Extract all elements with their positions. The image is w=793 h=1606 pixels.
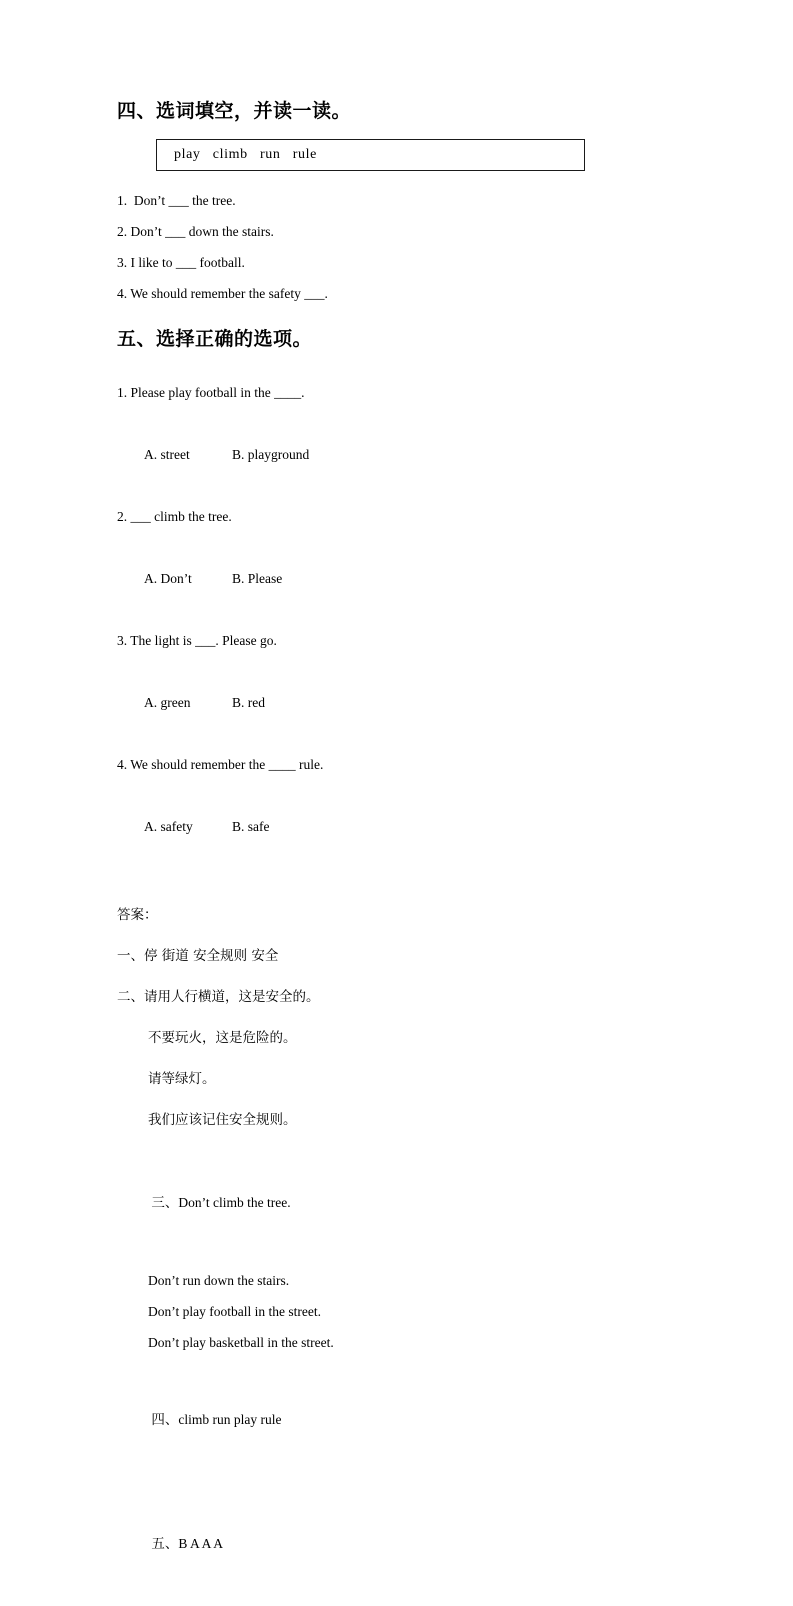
section-four-questions	[117, 185, 677, 309]
choice-3-option-b[interactable]: B. red	[232, 695, 265, 710]
choice-4-option-b[interactable]: B. safe	[232, 819, 270, 834]
choice-options-3	[117, 656, 677, 749]
fill-question-3: 3. I like to ___ football.	[117, 255, 245, 270]
answer-three-line-2: Don’t run down the stairs.	[148, 1273, 290, 1288]
answer-four	[117, 1358, 677, 1482]
answer-three	[117, 1141, 677, 1265]
word-bank-words: play climb run rule	[174, 147, 317, 162]
choice-question-3: 3. The light is ___. Please go.	[117, 633, 277, 648]
answer-three-first-sentence: Don’t climb the tree.	[178, 1195, 291, 1210]
choice-question-2: 2. ___ climb the tree.	[117, 509, 232, 524]
choice-4-option-a[interactable]: A. safety	[144, 819, 193, 834]
choice-question-4: 4. We should remember the ____ rule.	[117, 757, 324, 772]
choice-options-1	[117, 408, 677, 501]
answer-two-line-3: 我们应该记住安全规则。	[148, 1112, 297, 1128]
answer-five-marker: 五、	[151, 1536, 179, 1552]
word-bank-box	[156, 139, 585, 171]
choice-3-option-a[interactable]: A. green	[144, 695, 191, 710]
choice-question-1: 1. Please play football in the ____.	[117, 385, 305, 400]
section-five-questions	[117, 377, 677, 873]
answer-four-text: climb run play rule	[178, 1412, 282, 1427]
fill-question-1: 1. Don’t ___ the tree.	[117, 193, 236, 208]
answer-three-marker: 三、	[151, 1195, 179, 1211]
answer-two-line-2: 请等绿灯。	[148, 1071, 216, 1087]
choice-2-option-a[interactable]: A. Don’t	[144, 571, 192, 586]
choice-options-2	[117, 532, 677, 625]
answer-three-line-4: Don’t play basketball in the street.	[148, 1335, 334, 1350]
choice-options-4	[117, 780, 677, 873]
section-five-heading: 五、选择正确的选项。	[117, 328, 313, 350]
answer-five-text: B A A A	[178, 1536, 223, 1551]
section-four-heading: 四、选词填空，并读一读。	[117, 100, 352, 122]
choice-1-option-b[interactable]: B. playground	[232, 447, 310, 462]
answer-five	[117, 1482, 677, 1606]
answer-key-label: 答案：	[117, 907, 158, 923]
answer-two: 二、请用人行横道，这是安全的。	[117, 989, 320, 1005]
choice-2-option-b[interactable]: B. Please	[232, 571, 283, 586]
page-content	[117, 99, 677, 1606]
answer-four-marker: 四、	[151, 1412, 179, 1428]
answer-three-line-3: Don’t play football in the street.	[148, 1304, 321, 1319]
choice-1-option-a[interactable]: A. street	[144, 447, 190, 462]
fill-question-2: 2. Don’t ___ down the stairs.	[117, 224, 274, 239]
answer-one: 一、停 街道 安全规则 安全	[117, 948, 279, 964]
answer-two-line-1: 不要玩火，这是危险的。	[148, 1030, 297, 1046]
answer-key	[117, 895, 677, 1606]
fill-question-4: 4. We should remember the safety ___.	[117, 286, 328, 301]
